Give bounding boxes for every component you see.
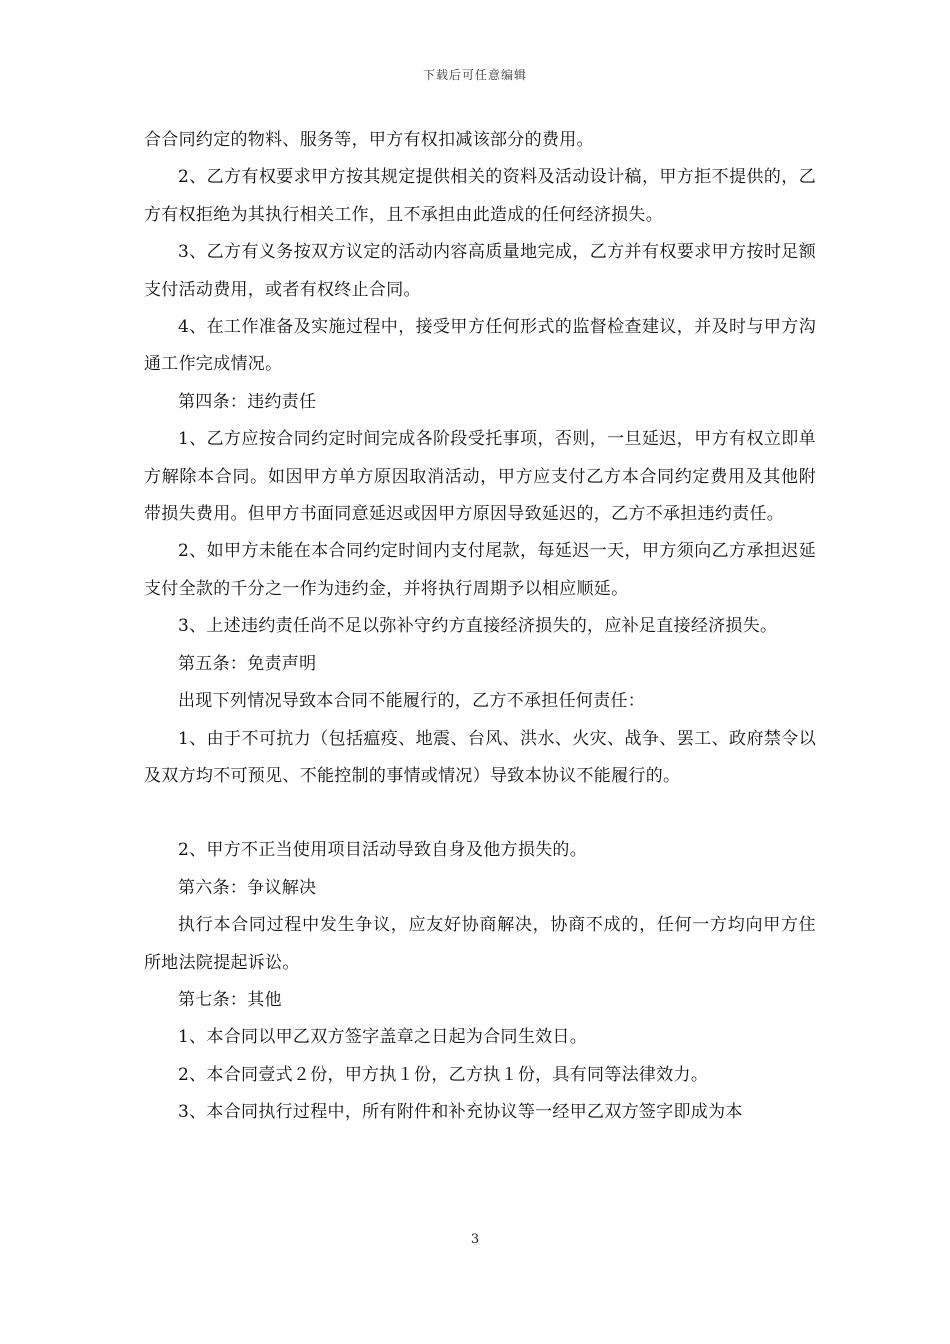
document-body <box>144 122 816 1132</box>
clause-item: 3、本合同执行过程中，所有附件和补充协议等一经甲乙双方签字即成为本 <box>178 1102 743 1123</box>
clause-item: 2、甲方不正当使用项目活动导致自身及他方损失的。 <box>178 840 588 861</box>
section-heading: 第四条：违约责任 <box>178 391 317 412</box>
clause-item: 2、乙方有权要求甲方按其规定提供相关的资料及活动设计稿，甲方拒不提供的，乙方有权拒绝为其执行相关工作，且不承担由此造成的任何经济损失。 <box>144 167 816 225</box>
clause-item: 2、如甲方未能在本合同约定时间内支付尾款，每延迟一天，甲方须向乙方承担迟延支付全款的千分之一作为违约金，并将执行周期予以相应顺延。 <box>144 541 816 599</box>
blank-line <box>144 795 816 832</box>
clause-item: 2、本合同壹式２份，甲方执１份，乙方执１份，具有同等法律效力。 <box>178 1064 709 1085</box>
section-heading: 第六条：争议解决 <box>178 877 317 898</box>
clause-item: 出现下列情况导致本合同不能履行的，乙方不承担任何责任： <box>178 691 646 712</box>
clause-item: 1、乙方应按合同约定时间完成各阶段受托事项，否则，一旦延迟，甲方有权立即单方解除本合同。如因甲方单方原因取消活动，甲方应支付乙方本合同约定费用及其他附带损失费用。但甲方书面同意延迟或因甲方原因导致延迟的，乙方不承担违约责任。 <box>144 429 816 525</box>
page-header: 下载后可任意编辑 <box>422 68 527 82</box>
section-heading: 第七条：其他 <box>178 989 282 1010</box>
clause-item: 1、由于不可抗力（包括瘟疫、地震、台风、洪水、火灾、战争、罢工、政府禁令以及双方均不可预见、不能控制的事情或情况）导致本协议不能履行的。 <box>144 728 816 786</box>
clause-item: 3、乙方有义务按双方议定的活动内容高质量地完成，乙方并有权要求甲方按时足额支付活动费用，或者有权终止合同。 <box>144 242 816 300</box>
clause-item: 执行本合同过程中发生争议，应友好协商解决，协商不成的，任何一方均向甲方住所地法院提起诉讼。 <box>144 915 816 973</box>
page-number: 3 <box>470 1232 480 1247</box>
clause-item: 3、上述违约责任尚不足以弥补守约方直接经济损失的，应补足直接经济损失。 <box>178 616 778 637</box>
section-heading: 第五条：免责声明 <box>178 653 317 674</box>
clause-item: 1、本合同以甲乙双方签字盖章之日起为合同生效日。 <box>178 1027 588 1048</box>
paragraph-continuation: 合合同约定的物料、服务等，甲方有权扣减该部分的费用。 <box>144 130 594 150</box>
clause-item: 4、在工作准备及实施过程中，接受甲方任何形式的监督检查建议，并及时与甲方沟通工作完成情况。 <box>144 317 816 375</box>
